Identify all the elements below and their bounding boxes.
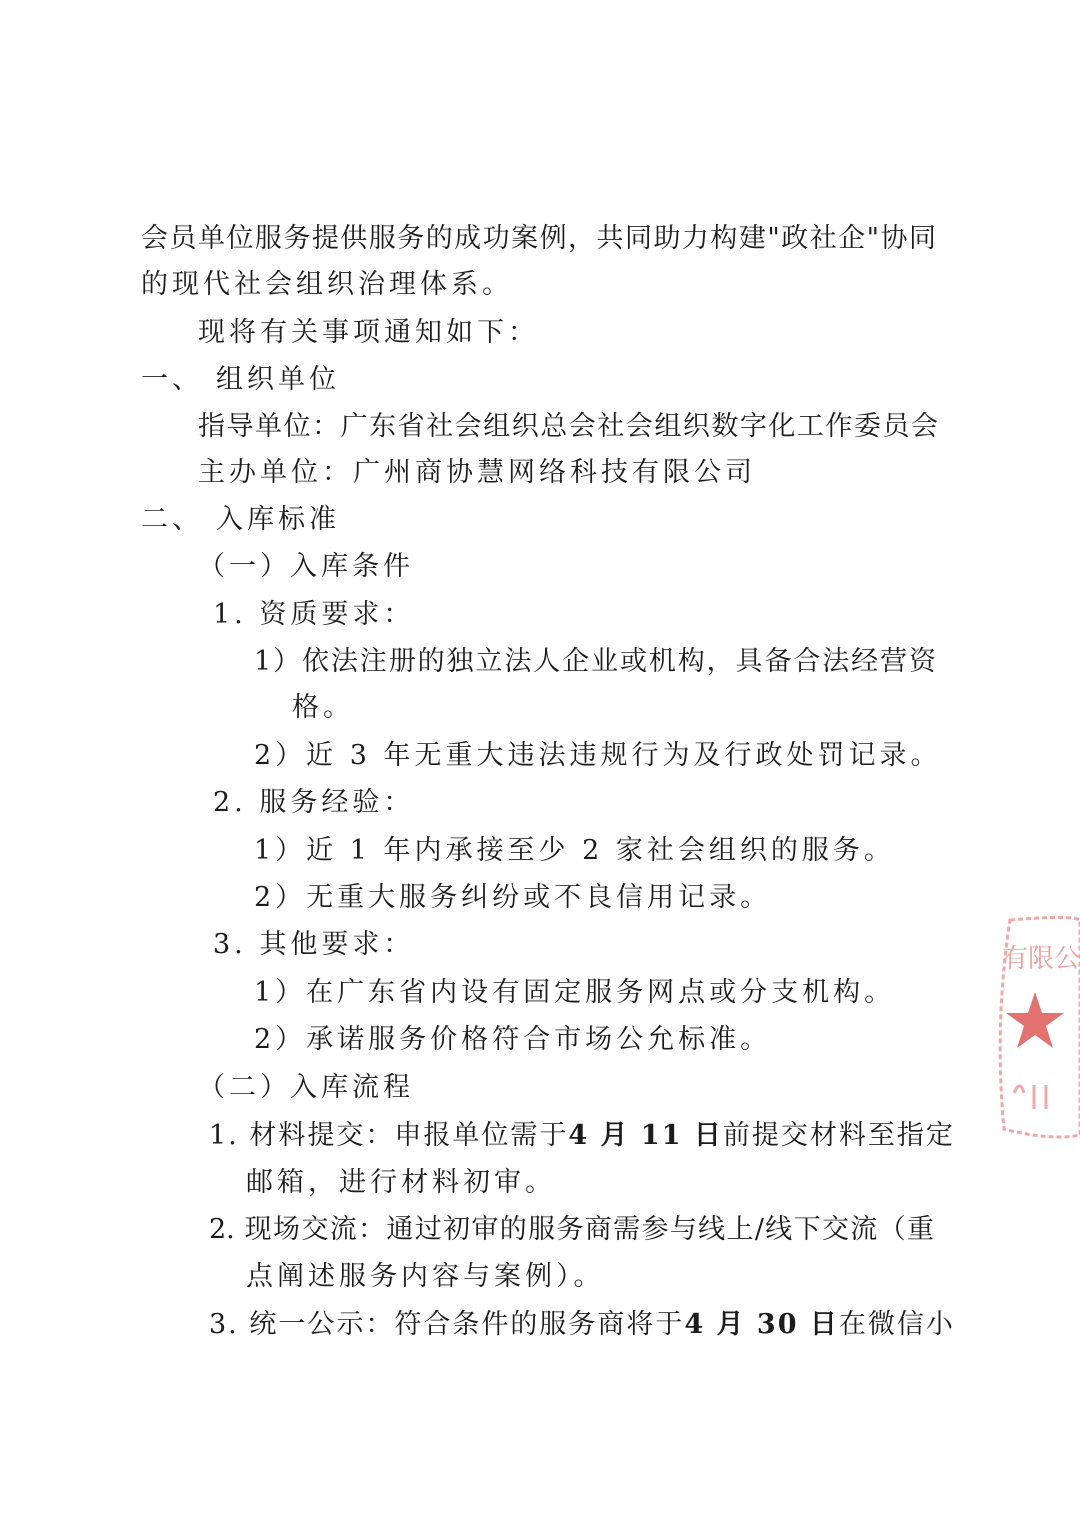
step-1-line-2: 邮箱，进行材料初审。 <box>246 1167 556 1198</box>
item-3-point-2: 2）承诺服务价格符合市场公允标准。 <box>254 1024 772 1055</box>
section-2-number: 二、 <box>141 504 203 535</box>
subsection-1-title: 入库条件 <box>290 551 414 582</box>
item-3-title: 3. 其他要求： <box>213 929 415 960</box>
seal-star-icon <box>1006 992 1064 1048</box>
step-1-prefix: 1. 材料提交：申报单位需于 <box>209 1120 569 1151</box>
section-1-number: 一、 <box>141 364 203 395</box>
item-2-point-1: 1）近 1 年内承接至少 2 家社会组织的服务。 <box>254 835 895 866</box>
item-2-title: 2. 服务经验： <box>213 787 415 818</box>
notice-lead: 现将有关事项通知如下： <box>198 317 539 348</box>
step-1-suffix: 前提交材料至指定 <box>722 1120 955 1151</box>
step-1-date: 4 月 11 日 <box>568 1120 723 1151</box>
step-3-suffix: 在微信小 <box>838 1309 955 1340</box>
subsection-2-title: 入库流程 <box>290 1072 414 1103</box>
item-1-point-1: 1）依法注册的独立法人企业或机构，具备合法经营资 <box>254 646 936 677</box>
step-2-line-1: 2. 现场交流：通过初审的服务商需参与线上/线下交流（重 <box>209 1214 934 1245</box>
seal-text-fragment: 有限公 <box>1002 944 1080 974</box>
step-3-prefix: 3. 统一公示：符合条件的服务商将于 <box>209 1309 685 1340</box>
item-2-point-2: 2）无重大服务纠纷或不良信用记录。 <box>254 882 772 913</box>
subsection-2-number: （二） <box>198 1072 291 1103</box>
item-1-point-2: 2）近 3 年无重大违法违规行为及行政处罚记录。 <box>254 740 942 771</box>
step-3-date: 4 月 30 日 <box>684 1309 839 1340</box>
section-1-title: 组织单位 <box>216 364 340 395</box>
item-1-point-1-cont: 格。 <box>292 692 354 723</box>
intro-line-2: 的现代社会组织治理体系。 <box>141 269 513 300</box>
guiding-unit: 指导单位：广东省社会组织总会社会组织数字化工作委员会 <box>198 411 938 442</box>
host-unit: 主办单位：广州商协慧网络科技有限公司 <box>198 457 756 488</box>
intro-line-1: 会员单位服务提供服务的成功案例，共同助力构建"政社企"协同 <box>141 223 936 254</box>
company-seal-stamp <box>990 915 1080 1140</box>
item-3-point-1: 1）在广东省内设有固定服务网点或分支机构。 <box>254 977 896 1008</box>
section-2-title: 入库标准 <box>216 504 340 535</box>
step-2-line-2: 点阐述服务内容与案例）。 <box>246 1261 605 1292</box>
item-1-title: 1. 资质要求： <box>213 599 415 630</box>
step-1-line-1 <box>209 1119 955 1153</box>
subsection-1-number: （一） <box>198 551 291 582</box>
step-3-line-1 <box>209 1308 955 1342</box>
